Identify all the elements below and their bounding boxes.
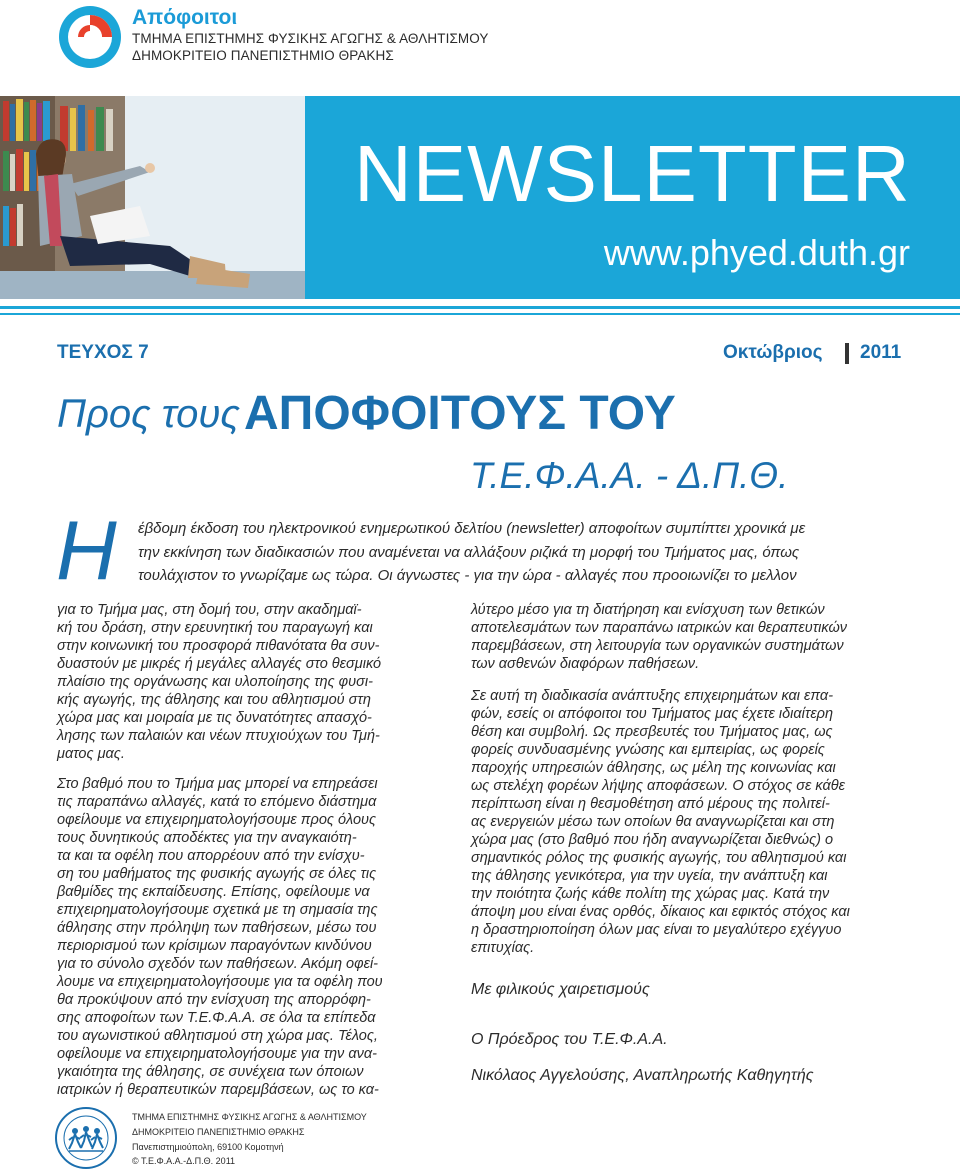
signature-name: Νικόλαος Αγγελούσης, Αναπληρωτής Καθηγητής: [471, 1067, 814, 1084]
intro-line: έβδομη έκδοση του ηλεκτρονικού ενημερωτικού δελτίου (newsletter) αποφοίτων συμπίπτει χρονικά με: [138, 520, 806, 537]
intro-line: τουλάχιστον το γνωρίζαμε ως τώρα. Οι άγνωστες - για την ώρα - αλλαγές που προοιωνίζει το μελλον: [138, 567, 797, 584]
body-text-line: άθλησης στην πρόληψη των παθήσεων, μέσω του: [57, 920, 377, 936]
body-text-line: αποτελεσμάτων των παραπάνω ιατρικών και θεραπευτικών: [471, 620, 847, 636]
body-text-line: η δραστηριοποίηση όλων μας είναι το μεγαλύτερο εχέγγυο: [471, 922, 842, 938]
body-text-line: λουμε να επιχειρηματολογήσουμε για τα οφέλη που: [57, 974, 383, 990]
body-text-line: ας ενεργειών μέσω των οποίων θα αναγνωρίζεται και στη: [471, 814, 835, 830]
department-name: ΤΜΗΜΑ ΕΠΙΣΤΗΜΗΣ ΦΥΣΙΚΗΣ ΑΓΩΓΗΣ & ΑΘΛΗΤΙΣΜΟΥ: [132, 31, 489, 46]
issue-year: 2011: [860, 342, 902, 363]
intro-line: την εκκίνηση των διαδικασιών που αναμένεται να αλλάξουν ριζικά τη μορφή του Τμήματος μας, όπως: [138, 544, 800, 561]
body-text-line: σης αποφοίτων των Τ.Ε.Φ.Α.Α. σε όλα τα επίπεδα: [57, 1010, 376, 1026]
university-name: ΔΗΜΟΚΡΙΤΕΙΟ ΠΑΝΕΠΙΣΤΗΜΙΟ ΘΡΑΚΗΣ: [132, 48, 394, 63]
intro-dropcap: Η: [56, 503, 117, 597]
body-text-line: παροχής υπηρεσιών άθλησης, ως μέλη της κοινωνίας και: [471, 760, 836, 776]
body-text-line: της άθλησης γενικότερα, για την υγεία, την ανάπτυξη και: [471, 868, 828, 884]
newsletter-brand-title: Απόφοιτοι: [132, 6, 238, 29]
banner-divider-thin: [0, 313, 960, 315]
body-text-line: άποψη μου είναι ένας ορθός, δίκαιος και εφικτός στόχος και: [471, 904, 850, 920]
body-text-line: χώρα μας (στο βαθμό που ήδη αναγνωρίζεται διεθνώς) ο: [471, 832, 834, 848]
body-text-line: Σε αυτή τη διαδικασία ανάπτυξης επιχειρημάτων και επα-: [471, 688, 834, 704]
body-text-line: των ασθενών διαφόρων παθήσεων.: [471, 656, 700, 672]
body-text-line: φορείς συνδυασμένης γνώσης και εμπειρίας, ως φορείς: [471, 742, 825, 758]
body-text-line: περιορισμού των κρίσιμων παραγόντων κινδύνου: [57, 938, 372, 954]
body-text-line: λησης των παλαιών και νέων πτυχιούχων του Τμή-: [57, 728, 380, 744]
closing-greeting: Με φιλικούς χαιρετισμούς: [471, 981, 650, 998]
department-seal-icon: [55, 1107, 117, 1169]
body-text-line: για το Τμήμα μας, στη δομή του, στην ακαδημαϊ-: [57, 602, 362, 618]
newsletter-title: NEWSLETTER: [354, 129, 911, 218]
body-text-line: παρεμβάσεων, στη λειτουργία των οργανικών συστημάτων: [471, 638, 844, 654]
body-text-line: κή του δράση, στην ερευνητική του παραγωγή και: [57, 620, 373, 636]
body-text-line: ση του μαθήματος της φυσικής αγωγής σε όλες τις: [57, 866, 377, 882]
banner-divider: [0, 306, 960, 309]
issue-month: Οκτώβριος: [723, 342, 823, 363]
body-text-line: ως στελέχη φορέων λήψης αποφάσεων. Ο στόχος σε κάθε: [471, 778, 845, 794]
footer-address: Πανεπιστημιούπολη, 69100 Κομοτηνή: [132, 1142, 284, 1152]
body-text-line: χώρα μας και μοιραία με τις δυνατότητες απασχό-: [57, 710, 372, 726]
footer-university: ΔΗΜΟΚΡΙΤΕΙΟ ΠΑΝΕΠΙΣΤΗΜΙΟ ΘΡΑΚΗΣ: [132, 1127, 305, 1137]
body-text-line: σημαντικός ρόλος της φυσικής αγωγής, του αθλητισμού και: [471, 850, 847, 866]
issue-number: ΤΕΥΧΟΣ 7: [57, 342, 149, 363]
headline-main: ΑΠΟΦΟΙΤΟΥΣ ΤΟΥ: [244, 387, 676, 440]
alumni-logo-icon: [57, 4, 123, 70]
body-text-line: οφείλουμε να επιχειρηματολογήσουμε προς όλους: [57, 812, 377, 828]
body-text-line: ιατρικών ή θεραπευτικών παρεμβάσεων, ως το κα-: [57, 1082, 379, 1098]
body-text-line: πλαίσιο της οργάνωσης και υλοποίησης της φυσι-: [57, 674, 373, 690]
body-text-line: γκαιότητα της άθλησης, σε συνέχεια των όποιων: [57, 1064, 364, 1080]
body-text-line: επιτυχίας.: [471, 940, 535, 956]
body-text-line: θέση και συμβολή. Ως πρεσβευτές του Τμήματος μας, ως: [471, 724, 833, 740]
body-text-line: περίπτωση είναι η θεσμοθέτηση από μέρους της πολιτεί-: [471, 796, 830, 812]
headline-prefix: Προς τους: [57, 392, 240, 436]
body-text-line: την ποιότητα ζωής κάθε πολίτη της χώρας μας. Κατά την: [471, 886, 830, 902]
body-text-line: λύτερο μέσο για τη διατήρηση και ενίσχυση των θετικών: [471, 602, 825, 618]
headline-sub: Τ.Ε.Φ.Α.Α. - Δ.Π.Θ.: [470, 455, 789, 496]
body-text-line: στην κοινωνική του προσφορά πιθανότατα θα συν-: [57, 638, 380, 654]
body-text-line: δυαστούν με μικρές ή μεγάλες αλλαγές στο θεσμικό: [57, 656, 382, 672]
footer-copyright: © Τ.Ε.Φ.Α.Α.-Δ.Π.Θ. 2011: [132, 1156, 236, 1166]
body-text-line: βαθμίδες της εκπαίδευσης. Επίσης, οφείλουμε να: [57, 884, 370, 900]
body-text-line: του αγωνιστικού αθλητισμού στη χώρα μας. Τέλος,: [57, 1028, 378, 1044]
website-url[interactable]: www.phyed.duth.gr: [603, 232, 910, 273]
body-text-line: τα και τα οφέλη που απορρέουν από την ενίσχυ-: [57, 848, 365, 864]
body-text-line: οφείλουμε να επιχειρηματολογήσουμε για την ανα-: [57, 1046, 377, 1062]
body-text-line: τις παραπάνω αλλαγές, κατά το επόμενο διάστημα: [57, 794, 377, 810]
student-photo: [0, 96, 305, 299]
body-text-line: επιχειρηματολογήσουμε σχετικά με τη σημασία της: [57, 902, 378, 918]
body-text-line: Στο βαθμό που το Τμήμα μας μπορεί να επηρεάσει: [57, 776, 378, 792]
body-text-line: θα προκύψουν από την ενίσχυση της απορρόφη-: [57, 992, 371, 1008]
body-text-line: κής αγωγής, της άθλησης και του αθλητισμού στη: [57, 692, 371, 708]
body-text-line: τους δυνητικούς αποδέκτες για την αναγκαιότη-: [57, 830, 357, 846]
library-student-image: [0, 96, 305, 299]
body-text-line: ματος μας.: [57, 746, 125, 762]
signature-title: Ο Πρόεδρος του Τ.Ε.Φ.Α.Α.: [471, 1031, 668, 1048]
date-separator: [845, 343, 849, 364]
body-text-line: φών, εσείς οι απόφοιτοι του Τμήματος μας έχετε ιδιαίτερη: [471, 706, 834, 722]
body-text-line: για το σύνολο σχεδόν των παθήσεων. Ακόμη οφεί-: [57, 956, 379, 972]
footer-department: ΤΜΗΜΑ ΕΠΙΣΤΗΜΗΣ ΦΥΣΙΚΗΣ ΑΓΩΓΗΣ & ΑΘΛΗΤΙΣΜΟΥ: [132, 1112, 367, 1122]
